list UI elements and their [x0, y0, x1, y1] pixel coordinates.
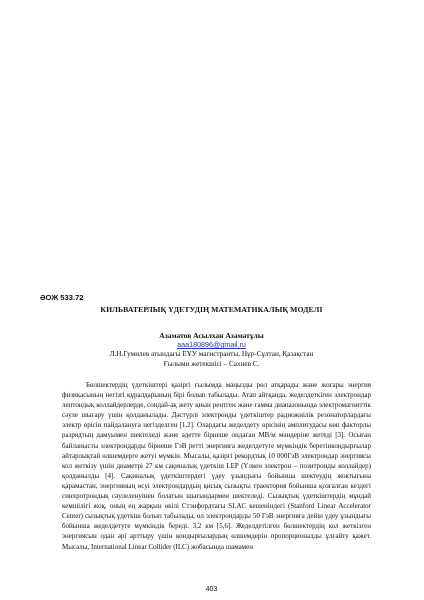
article-title: КИЛЬВАТЕРЛЫҚ ҮДЕТУДІҢ МАТЕМАТИКАЛЫҚ МОДЕЛІ [100, 305, 323, 314]
author-email[interactable]: aaa180896@gmail.ru [177, 340, 246, 349]
udk-code: ƏОЖ 533.72 [40, 293, 84, 302]
author-name: Азаматов Асылхан Азаматұлы [159, 331, 264, 340]
affiliation-line: Л.Н.Гумилев атындағы ЕҰУ магистранты, Нұр-Сұлтан, Қазақстан [109, 350, 314, 358]
affiliation-block [40, 349, 383, 369]
body-text [62, 380, 371, 552]
page-number: 403 [205, 586, 218, 593]
body-paragraph: Бөлшектердің үдеткіштері қазіргі ғылымда маңызды рөл атқарады және жоғары энергия физикасының негізгі құралдарының бірі болып табылады. Атап айтқанда, жеделдеткіген электрондар лептондық коллайдерлерде, сондай-ақ жету қиын рентген және гамма диапазонында электромагниттік сәуле шығару үшін қолданылады. Дәстүрлі электронды үдеткіштер радиожиілік резонаторлардағы электр өрісін пайдалануға негізделген [1,2]. Олардағы жеделдету өрісінің амплитудасы көп факторлы разрядтың дамуымен шектеледі және әдетте бірнеше ондаған МВ/м мәндеріне жетеді [3]. Осыған байланысты электрондарды бірнеше ГэВ ретті энергияға жеделдетуге мүмкіндік беретінкондырғылар айтарлықтай өлшемдерге жетуі мүмкін. Мысалы, қазіргі рекордтық 10 000ГэВ электрондар энергиясы кол жеткізу үшін диаметрі 27 км сақиналық үдеткіш LEP (Үлкен электрон – позитронды коллайдер) қолданылды [4]. Сақиналық үдеткіштердегі үдеу ұзындығы бойынша шектеудің жоктығына қарамастан, энергияның өсуі электрондардың қисық сызықты траектория бойынша қозғалған кездегі синхротрондық сәулеленуінен болатын шығындармен шектеледі. Сызықтық үдеткіштердің мұндай кемшілігі жоқ, оның ең жарқын өкілі Стэнфордтағы SLAC кешеніндегі (Stanford Linear Accelerator Center) сызықтық үдеткіш болып табылады, ол электрондарды 50 ГэВ энергияға дейін үдеу ұзындығы бойынша жеделдетуге мүмкіндік береді. 3,2 км [5,6]. Жеделдетілген бөлшектердің кол жеткізген энергиясын одан әрі арттыру үшін кондырғылардың өлшемдерін пропорционалды ұлғайту қажет. Мысалы, International Linear Collider (ILC) жобасында шамамен [62, 381, 371, 551]
supervisor-line: Ғылыми жетекшісі – Сахиев С. [163, 360, 260, 368]
